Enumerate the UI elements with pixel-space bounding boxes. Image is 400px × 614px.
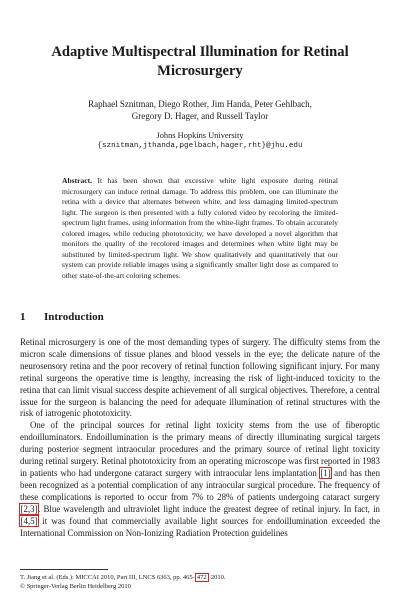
paragraph-2-part-b: and has then been recognized as a potential complication of any intraocular surgical procedure. The frequency of these complications is reported to occur from 7% to 28% of patients undergoing cataract surgery — [20, 467, 381, 502]
paragraph-2-part-a: One of the principal sources for retinal light toxicity stems from the use of fiberoptic endoilluminators. Endoillumination is the primary means of directly illuminating surgical targets during posterior segment intraocular procedures and the primary source of retinal light toxicity during retinal surgery. Retinal phototoxicity from an operating microscope was first reported in 1983 in patients who had undergone cataract surgery with intraocular lens implantation — [20, 420, 380, 478]
author-emails: {sznitman,jthanda,pgelbach,hager,rht}@jhu.edu — [97, 142, 303, 150]
abstract-label: Abstract. — [62, 176, 92, 185]
title-line-1: Adaptive Multispectral Illumination for Retinal — [51, 44, 349, 60]
title-line-2: Microsurgery — [157, 63, 243, 79]
paragraph-2 — [20, 420, 380, 539]
affiliation-block — [20, 130, 380, 152]
copyright-footer — [20, 573, 226, 591]
abstract-text: It has been shown that excessive white light exposure during retinal microsurgery can induce retinal damage. To address this problem, one can illuminate the retina with a device that alternates between white, and less damaging limited-spectrum light. The surgeon is then presented with a fully colored video by recoloring the limited-spectrum light frames, using information from the white-light frames. To obtain accurately colored images, while reducing phototoxicity, we have developed a novel algorithm that monitors the quality of the recolored images and determines when white light may be substituted by limited-spectrum light. We show qualitatively and quantitatively that our system can provide reliable images using a significantly smaller light dose as compared to other state-of-the-art coloring schemes. — [62, 176, 338, 280]
section-number: 1 — [20, 311, 26, 323]
paper-title — [20, 43, 380, 81]
section-title: Introduction — [44, 311, 104, 323]
introduction-body — [20, 337, 380, 539]
footnote-rule — [20, 569, 108, 570]
authors-line-1: Raphael Sznitman, Diego Rother, Jim Handa, Peter Gehlbach, — [88, 99, 312, 109]
section-heading-introduction — [20, 311, 104, 323]
citation-link-1[interactable]: [1] — [320, 467, 331, 478]
affiliation: Johns Hopkins University — [156, 131, 244, 140]
paragraph-1: Retinal microsurgery is one of the most demanding types of surgery. The difficulty stems from the micron scale dimensions of tissue planes and blood vessels in the eye; the delicate nature of the neurosensory retina and the poor recovery of retinal function following significant injury. For many retinal surgeons the operative time is lengthy, increasing the risk of light-induced toxicity to the retina that can limit visual success despite achievement of all surgical objectives. Therefore, a central issue for the surgeon is balancing the need for adequate illumination of retinal structures with the risk of iatrogenic phototoxicity. — [20, 337, 380, 419]
footer-citation — [20, 573, 226, 582]
authors-line-2: Gregory D. Hager, and Russell Taylor — [131, 111, 269, 121]
footer-page-link[interactable]: 472 — [196, 574, 207, 581]
author-list — [20, 98, 380, 122]
citation-link-4-5[interactable]: [4,5] — [20, 515, 38, 526]
footer-citation-end: , 2010. — [207, 574, 226, 581]
footer-copyright: © Springer-Verlag Berlin Heidelberg 2010 — [20, 583, 131, 590]
citation-link-2-3[interactable]: [2,3] — [20, 503, 38, 514]
abstract — [62, 176, 338, 281]
paragraph-2-part-c: . Blue wavelength and ultraviolet light induce the greatest degree of retinal injury. In fact, in — [38, 503, 380, 514]
paragraph-2-part-d: it was found that commercially available light sources for endoillumination exceeded the International Commission on Non-Ionizing Radiation Protection guidelines — [20, 515, 381, 538]
footer-citation-text: T. Jiang et al. (Eds.): MICCAI 2010, Part III, LNCS 6363, pp. 465– — [20, 574, 196, 581]
